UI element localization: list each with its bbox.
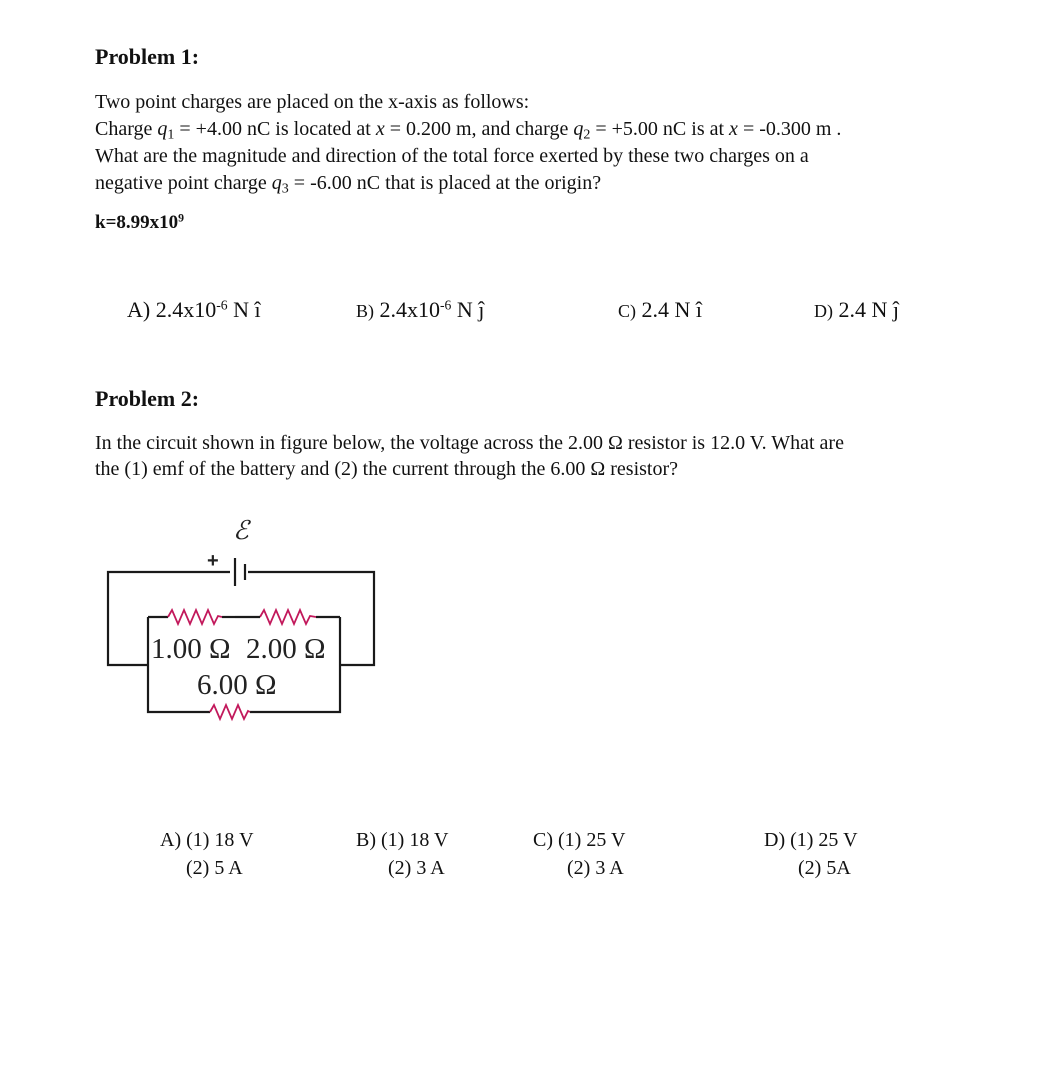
battery-icon bbox=[235, 558, 245, 586]
problem-2-line-2: the (1) emf of the battery and (2) the current through the 6.00 Ω resistor? bbox=[95, 458, 678, 480]
problem-1-option-b[interactable]: B) $2.4x10^{-6}$ N ĵ bbox=[356, 297, 485, 322]
coulomb-constant: $k=8.99x10^9$ bbox=[95, 211, 185, 233]
problem-1-line-1: Two point charges are placed on the x-axis as follows: bbox=[95, 91, 530, 113]
problem-1-option-a[interactable]: A) $2.4x10^{-6}$ N î bbox=[127, 297, 261, 322]
problem-2-option-a[interactable]: A) (1) 18 V (2) 5 A bbox=[160, 829, 254, 879]
resistor-3-icon bbox=[210, 705, 250, 719]
resistor-3-label: 6.00 Ω bbox=[197, 669, 277, 701]
problem-2-option-c[interactable]: C) (1) 25 V (2) 3 A bbox=[533, 829, 626, 879]
resistor-2-label: 2.00 Ω bbox=[246, 633, 326, 665]
problem-2-line-1: In the circuit shown in figure below, the voltage across the 2.00 Ω resistor is 12.0 V. What are bbox=[95, 432, 844, 454]
problem-1-heading: Problem 1: bbox=[95, 44, 200, 69]
problem-2-option-b[interactable]: B) (1) 18 V (2) 3 A bbox=[356, 829, 449, 879]
problem-1-option-c[interactable]: C) 2.4 N î bbox=[618, 297, 702, 322]
problem-2-option-d[interactable]: D) (1) 25 V (2) 5A bbox=[764, 829, 858, 879]
plus-sign: + bbox=[207, 550, 219, 572]
problem-2-heading: Problem 2: bbox=[95, 386, 200, 411]
problem-1-option-d[interactable]: D) 2.4 N ĵ bbox=[814, 297, 899, 322]
emf-label: ℰ bbox=[233, 516, 249, 545]
resistor-2-icon bbox=[260, 610, 316, 624]
resistor-1-label: 1.00 Ω bbox=[151, 633, 231, 665]
problem-1-line-3: What are the magnitude and direction of the total force exerted by these two charges on a bbox=[95, 145, 809, 167]
problem-1-line-4: negative point charge $q_3 = -6.00$ nC that is placed at the origin? bbox=[95, 172, 602, 197]
circuit-diagram bbox=[100, 512, 400, 732]
resistor-1-icon bbox=[168, 610, 222, 624]
problem-1-line-2: Charge $q_1 = +4.00$ nC is located at x = 0.200 m, and charge $q_2 = +5.00$ nC is at x = -0.300 m . bbox=[95, 118, 842, 143]
